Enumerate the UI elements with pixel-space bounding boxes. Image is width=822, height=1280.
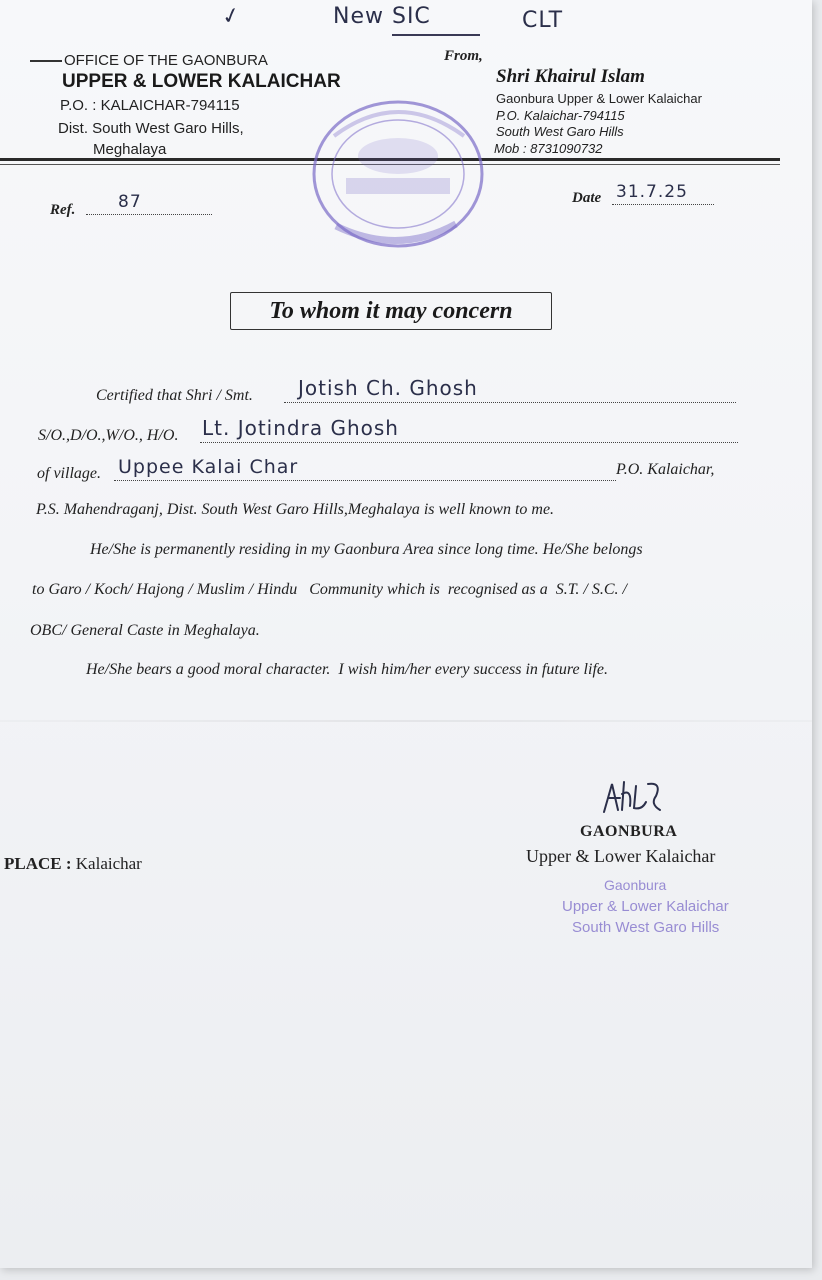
stamp-line1: Gaonbura xyxy=(604,877,667,893)
sender-line3: South West Garo Hills xyxy=(496,124,624,139)
signature-subtitle: Upper & Lower Kalaichar xyxy=(526,846,716,866)
ref-label: Ref. xyxy=(50,202,76,218)
from-label: From, xyxy=(444,48,483,64)
po-suffix: P.O. Kalaichar, xyxy=(616,461,715,478)
handwritten-note-clt: CLT xyxy=(522,8,564,33)
para2-line1: He/She is permanently residing in my Gaonbura Area since long time. He/She belongs xyxy=(90,541,643,558)
village-field xyxy=(114,456,616,481)
document-title: To whom it may concern xyxy=(269,298,513,324)
office-state: Meghalaya xyxy=(93,141,167,158)
place-row xyxy=(4,854,142,874)
name-field xyxy=(284,376,736,403)
ps-line: P.S. Mahendraganj, Dist. South West Garo Hills,Meghalaya is well known to me. xyxy=(36,501,555,518)
stamp-line2: Upper & Lower Kalaichar xyxy=(562,898,729,915)
sender-line2: P.O. Kalaichar-794115 xyxy=(496,108,625,123)
para3-line: He/She bears a good moral character. I wish him/her every success in future life. xyxy=(86,661,608,678)
para2-line3: OBC/ General Caste in Meghalaya. xyxy=(30,622,260,639)
place-label: PLACE : xyxy=(4,854,72,873)
ref-value: 87 xyxy=(118,192,142,212)
village-prefix: of village. xyxy=(37,465,101,482)
office-po: P.O. : KALAICHAR-794115 xyxy=(60,97,240,114)
name-value: Jotish Ch. Ghosh xyxy=(298,376,478,400)
place-value: Kalaichar xyxy=(75,854,142,873)
certified-prefix: Certified that Shri / Smt. xyxy=(96,387,253,404)
para2-line2: to Garo / Koch/ Hajong / Muslim / Hindu Community which is recognised as a S.T. / S.C. / xyxy=(32,581,627,598)
handwritten-note-new-sic: New SIC xyxy=(333,4,431,29)
gaonbura-seal-icon xyxy=(306,96,490,256)
ref-field xyxy=(86,192,212,215)
office-district: Dist. South West Garo Hills, xyxy=(58,120,244,137)
relation-value: Lt. Jotindra Ghosh xyxy=(202,416,399,440)
note-underline xyxy=(392,34,480,36)
office-line: OFFICE OF THE GAONBURA xyxy=(64,52,268,69)
sender-mobile: Mob : 8731090732 xyxy=(494,141,603,156)
paper-fold xyxy=(0,720,812,722)
stamp-line3: South West Garo Hills xyxy=(572,919,720,936)
village-value: Uppee Kalai Char xyxy=(118,456,299,478)
relation-field xyxy=(200,416,738,443)
date-label: Date xyxy=(572,190,602,206)
signature-title: GAONBURA xyxy=(580,823,678,840)
office-name: UPPER & LOWER KALAICHAR xyxy=(62,71,341,92)
sender-line1: Gaonbura Upper & Lower Kalaichar xyxy=(496,91,702,106)
signature-icon xyxy=(598,776,668,820)
date-field xyxy=(612,182,714,205)
relation-prefix: S/O.,D/O.,W/O., H/O. xyxy=(38,427,179,444)
date-value: 31.7.25 xyxy=(616,182,688,202)
title-box xyxy=(230,292,552,330)
sender-name: Shri Khairul Islam xyxy=(496,66,645,87)
header-dash xyxy=(30,60,62,62)
checkmark-icon: ✓ xyxy=(219,2,245,31)
